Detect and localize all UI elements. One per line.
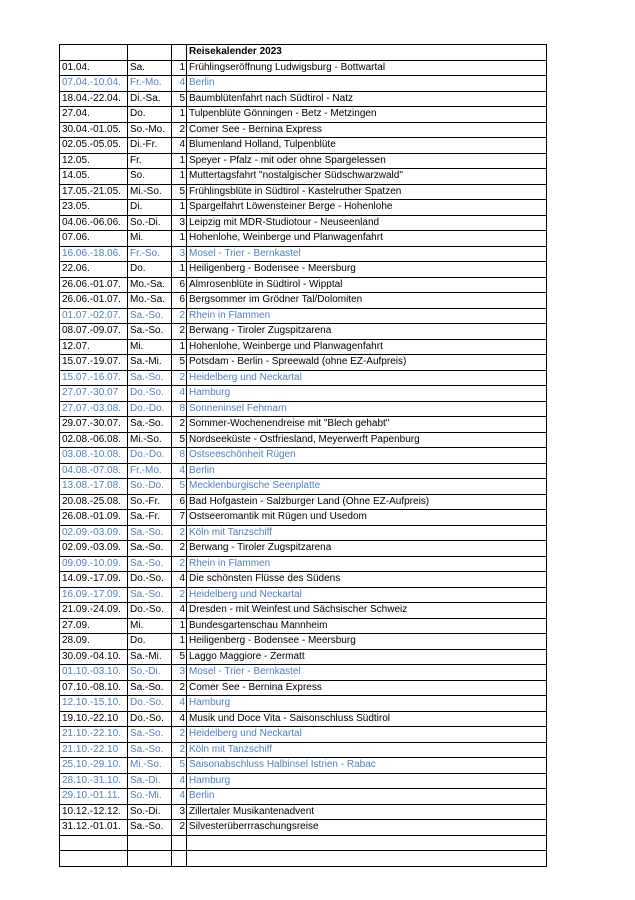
weekday-cell: Mi.: [128, 231, 172, 247]
travel-calendar-table: [59, 44, 547, 867]
table-row: [60, 541, 547, 557]
duration-cell: 2: [172, 122, 187, 138]
date-cell: 27.09.: [60, 618, 128, 634]
duration-cell: 5: [172, 758, 187, 774]
weekday-cell: So.-Di.: [128, 804, 172, 820]
trip-cell: Mosel - Trier - Bernkastel: [187, 246, 547, 262]
weekday-cell: Sa.-So.: [128, 308, 172, 324]
weekday-cell: Fr.: [128, 153, 172, 169]
date-cell: 07.06.: [60, 231, 128, 247]
trip-cell: Comer See - Bernina Express: [187, 680, 547, 696]
weekday-cell: Do.-So.: [128, 386, 172, 402]
date-cell: 25.10.-29.10.: [60, 758, 128, 774]
empty-cell: [187, 851, 547, 867]
weekday-cell: Sa.-So.: [128, 370, 172, 386]
weekday-cell: Mo.-Sa.: [128, 277, 172, 293]
trip-cell: Hohenlohe, Weinberge und Planwagenfahrt: [187, 339, 547, 355]
duration-cell: 4: [172, 76, 187, 92]
duration-cell: 4: [172, 696, 187, 712]
table-row: [60, 231, 547, 247]
duration-cell: 2: [172, 587, 187, 603]
table-row: [60, 649, 547, 665]
duration-cell: 2: [172, 324, 187, 340]
date-cell: 27.07.-03.08.: [60, 401, 128, 417]
weekday-cell: Sa.-Fr.: [128, 510, 172, 526]
trip-cell: Speyer - Pfalz - mit oder ohne Spargelessen: [187, 153, 547, 169]
table-row: [60, 107, 547, 123]
trip-cell: Die schönsten Flüsse des Südens: [187, 572, 547, 588]
weekday-cell: So.-Di.: [128, 665, 172, 681]
date-cell: 10.12.-12.12.: [60, 804, 128, 820]
trip-cell: Musik und Doce Vita - Saisonschluss Südtirol: [187, 711, 547, 727]
table-row: [60, 246, 547, 262]
duration-cell: 5: [172, 432, 187, 448]
trip-cell: Spargelfahrt Löwensteiner Berge - Hohenlohe: [187, 200, 547, 216]
table-row: [60, 727, 547, 743]
date-cell: 26.06.-01.07.: [60, 293, 128, 309]
duration-cell: 2: [172, 727, 187, 743]
table-row: [60, 262, 547, 278]
trip-cell: Bergsommer im Grödner Tal/Dolomiten: [187, 293, 547, 309]
table-row: [60, 773, 547, 789]
date-cell: 12.05.: [60, 153, 128, 169]
table-row: [60, 293, 547, 309]
date-cell: 02.09.-03.09.: [60, 525, 128, 541]
trip-cell: Baumblütenfahrt nach Südtirol - Natz: [187, 91, 547, 107]
table-row: [60, 184, 547, 200]
trip-cell: Hamburg: [187, 386, 547, 402]
duration-cell: 2: [172, 680, 187, 696]
weekday-cell: Do.-So.: [128, 696, 172, 712]
table-row: [60, 448, 547, 464]
trip-cell: Ostseeschönheit Rügen: [187, 448, 547, 464]
table-row: [60, 277, 547, 293]
date-cell: 04.08.-07.08.: [60, 463, 128, 479]
duration-cell: 2: [172, 525, 187, 541]
duration-cell: 4: [172, 138, 187, 154]
date-cell: 14.05.: [60, 169, 128, 185]
weekday-cell: Sa.-So.: [128, 417, 172, 433]
duration-cell: 4: [172, 773, 187, 789]
date-cell: 28.09.: [60, 634, 128, 650]
empty-cell: [60, 835, 128, 851]
table-row: [60, 169, 547, 185]
table-row: [60, 324, 547, 340]
trip-cell: Muttertagsfahrt "nostalgischer Südschwarzwald": [187, 169, 547, 185]
table-row: [60, 60, 547, 76]
date-cell: 12.07.: [60, 339, 128, 355]
weekday-cell: Do.-So.: [128, 711, 172, 727]
weekday-cell: Fr.-Mo.: [128, 463, 172, 479]
header-cell-date: [60, 45, 128, 61]
date-cell: 18.04.-22.04.: [60, 91, 128, 107]
date-cell: 26.08.-01.09.: [60, 510, 128, 526]
weekday-cell: Do.: [128, 107, 172, 123]
date-cell: 21.10.-22.10.: [60, 727, 128, 743]
date-cell: 29.10.-01.11.: [60, 789, 128, 805]
duration-cell: 3: [172, 804, 187, 820]
date-cell: 12.10.-15.10.: [60, 696, 128, 712]
date-cell: 03.08.-10.08.: [60, 448, 128, 464]
date-cell: 20.08.-25.08.: [60, 494, 128, 510]
date-cell: 14.09.-17.09.: [60, 572, 128, 588]
duration-cell: 5: [172, 479, 187, 495]
duration-cell: 6: [172, 293, 187, 309]
weekday-cell: Sa.-So.: [128, 324, 172, 340]
table-row: [60, 76, 547, 92]
trip-cell: Mecklenburgische Seenplatte: [187, 479, 547, 495]
trip-cell: Köln mit Tanzschiff: [187, 742, 547, 758]
table-row: [60, 804, 547, 820]
trip-cell: Berlin: [187, 76, 547, 92]
weekday-cell: Sa.-So.: [128, 742, 172, 758]
weekday-cell: So.-Di.: [128, 215, 172, 231]
table-body: [60, 45, 547, 867]
date-cell: 02.09.-03.09.: [60, 541, 128, 557]
table-row: [60, 479, 547, 495]
table-row: [60, 556, 547, 572]
weekday-cell: Mi.: [128, 618, 172, 634]
duration-cell: 3: [172, 215, 187, 231]
trip-cell: Ostseeromantik mit Rügen und Usedom: [187, 510, 547, 526]
header-row: [60, 45, 547, 61]
duration-cell: 1: [172, 153, 187, 169]
trip-cell: Berlin: [187, 463, 547, 479]
weekday-cell: So.-Fr.: [128, 494, 172, 510]
trip-cell: Rhein in Flammen: [187, 308, 547, 324]
trip-cell: Heiligenberg - Bodensee - Meersburg: [187, 634, 547, 650]
trip-cell: Sommer-Wochenendreise mit "Blech gehabt": [187, 417, 547, 433]
date-cell: 01.07.-02.07.: [60, 308, 128, 324]
duration-cell: 1: [172, 262, 187, 278]
duration-cell: 5: [172, 649, 187, 665]
duration-cell: 1: [172, 169, 187, 185]
duration-cell: 2: [172, 308, 187, 324]
trip-cell: Frühlingsblüte in Südtirol - Kastelruther Spatzen: [187, 184, 547, 200]
duration-cell: 4: [172, 603, 187, 619]
duration-cell: 5: [172, 91, 187, 107]
date-cell: 01.04.: [60, 60, 128, 76]
trip-cell: Frühlingseröffnung Ludwigsburg - Bottwartal: [187, 60, 547, 76]
trip-cell: Hamburg: [187, 696, 547, 712]
date-cell: 23.05.: [60, 200, 128, 216]
weekday-cell: Sa.-So.: [128, 587, 172, 603]
header-cell-day: [128, 45, 172, 61]
table-row: [60, 711, 547, 727]
duration-cell: 2: [172, 742, 187, 758]
weekday-cell: So.-Mo.: [128, 122, 172, 138]
calendar-title: Reisekalender 2023: [187, 45, 547, 61]
trip-cell: Laggo Maggiore - Zermatt: [187, 649, 547, 665]
date-cell: 16.09.-17.09.: [60, 587, 128, 603]
duration-cell: 4: [172, 711, 187, 727]
date-cell: 22.06.: [60, 262, 128, 278]
date-cell: 04.06.-06.06.: [60, 215, 128, 231]
weekday-cell: Fr.-So.: [128, 246, 172, 262]
trip-cell: Heiligenberg - Bodensee - Meersburg: [187, 262, 547, 278]
table-row: [60, 696, 547, 712]
trip-cell: Heidelberg und Neckartal: [187, 587, 547, 603]
date-cell: 21.09.-24.09.: [60, 603, 128, 619]
table-row: [60, 742, 547, 758]
trip-cell: Comer See - Bernina Express: [187, 122, 547, 138]
weekday-cell: Di.: [128, 200, 172, 216]
trip-cell: Köln mit Tanzschiff: [187, 525, 547, 541]
table-row: [60, 401, 547, 417]
duration-cell: 2: [172, 556, 187, 572]
weekday-cell: So.-Mi.: [128, 789, 172, 805]
duration-cell: 3: [172, 665, 187, 681]
weekday-cell: Mi.: [128, 339, 172, 355]
duration-cell: 1: [172, 618, 187, 634]
trip-cell: Zillertaler Musikantenadvent: [187, 804, 547, 820]
weekday-cell: Do.: [128, 634, 172, 650]
date-cell: 21.10.-22.10: [60, 742, 128, 758]
table-row: [60, 510, 547, 526]
duration-cell: 2: [172, 820, 187, 836]
trip-cell: Saisonabschluss Halbinsel Istrien - Rabac: [187, 758, 547, 774]
duration-cell: 3: [172, 246, 187, 262]
date-cell: 15.07.-16.07.: [60, 370, 128, 386]
empty-cell: [187, 835, 547, 851]
weekday-cell: Sa.-Di.: [128, 773, 172, 789]
table-row: [60, 339, 547, 355]
duration-cell: 6: [172, 277, 187, 293]
table-row: [60, 634, 547, 650]
table-row: [60, 432, 547, 448]
weekday-cell: Do.-So.: [128, 572, 172, 588]
date-cell: 19.10.-22.10: [60, 711, 128, 727]
table-row: [60, 494, 547, 510]
weekday-cell: Sa.-So.: [128, 727, 172, 743]
empty-cell: [172, 851, 187, 867]
date-cell: 08.07.-09.07.: [60, 324, 128, 340]
weekday-cell: Sa.-So.: [128, 541, 172, 557]
duration-cell: 1: [172, 60, 187, 76]
weekday-cell: Do.-So.: [128, 603, 172, 619]
duration-cell: 8: [172, 448, 187, 464]
date-cell: 01.10.-03.10.: [60, 665, 128, 681]
table-row: [60, 355, 547, 371]
trip-cell: Berwang - Tiroler Zugspitzarena: [187, 324, 547, 340]
date-cell: 07.04.-10.04.: [60, 76, 128, 92]
trip-cell: Berwang - Tiroler Zugspitzarena: [187, 541, 547, 557]
duration-cell: 1: [172, 339, 187, 355]
duration-cell: 8: [172, 401, 187, 417]
weekday-cell: Mo.-Sa.: [128, 293, 172, 309]
duration-cell: 6: [172, 494, 187, 510]
table-row: [60, 572, 547, 588]
table-row: [60, 665, 547, 681]
weekday-cell: Mi.-So.: [128, 758, 172, 774]
date-cell: 29.07.-30.07.: [60, 417, 128, 433]
table-row: [60, 618, 547, 634]
table-row: [60, 417, 547, 433]
duration-cell: 1: [172, 634, 187, 650]
empty-cell: [128, 835, 172, 851]
trip-cell: Heidelberg und Neckartal: [187, 727, 547, 743]
weekday-cell: Sa.-Mi.: [128, 649, 172, 665]
trip-cell: Hohenlohe, Weinberge und Planwagenfahrt: [187, 231, 547, 247]
header-cell-days: [172, 45, 187, 61]
duration-cell: 2: [172, 541, 187, 557]
date-cell: 30.09.-04.10.: [60, 649, 128, 665]
date-cell: 31.12.-01.01.: [60, 820, 128, 836]
table-row: [60, 308, 547, 324]
duration-cell: 2: [172, 417, 187, 433]
weekday-cell: Do.-Do.: [128, 448, 172, 464]
duration-cell: 4: [172, 386, 187, 402]
table-row: [60, 386, 547, 402]
duration-cell: 4: [172, 789, 187, 805]
trip-cell: Almrosenblüte in Südtirol - Wipptal: [187, 277, 547, 293]
duration-cell: 7: [172, 510, 187, 526]
table-row: [60, 138, 547, 154]
table-row: [60, 200, 547, 216]
date-cell: 27.04.: [60, 107, 128, 123]
duration-cell: 2: [172, 370, 187, 386]
weekday-cell: Di.-Sa.: [128, 91, 172, 107]
table-row: [60, 122, 547, 138]
weekday-cell: Sa.-Mi.: [128, 355, 172, 371]
trip-cell: Potsdam - Berlin - Spreewald (ohne EZ-Aufpreis): [187, 355, 547, 371]
table-row: [60, 525, 547, 541]
table-row: [60, 603, 547, 619]
table-row: [60, 587, 547, 603]
duration-cell: 4: [172, 572, 187, 588]
date-cell: 26.06.-01.07.: [60, 277, 128, 293]
table-row: [60, 758, 547, 774]
weekday-cell: So.-Do.: [128, 479, 172, 495]
date-cell: 02.05.-05.05.: [60, 138, 128, 154]
date-cell: 07.10.-08.10.: [60, 680, 128, 696]
weekday-cell: Fr.-Mo.: [128, 76, 172, 92]
table-row: [60, 370, 547, 386]
trip-cell: Blumenland Holland, Tulpenblüte: [187, 138, 547, 154]
weekday-cell: Sa.: [128, 60, 172, 76]
date-cell: 28.10.-31.10.: [60, 773, 128, 789]
weekday-cell: Mi.-So.: [128, 432, 172, 448]
trip-cell: Silvesterüberrraschungsreise: [187, 820, 547, 836]
weekday-cell: Sa.-So.: [128, 556, 172, 572]
table-row: [60, 215, 547, 231]
duration-cell: 1: [172, 107, 187, 123]
empty-cell: [128, 851, 172, 867]
date-cell: 15.07.-19.07.: [60, 355, 128, 371]
date-cell: 27.07.-30.07: [60, 386, 128, 402]
duration-cell: 5: [172, 184, 187, 200]
weekday-cell: Sa.-So.: [128, 820, 172, 836]
trip-cell: Bad Hofgastein - Salzburger Land (Ohne EZ-Aufpreis): [187, 494, 547, 510]
trip-cell: Mosel - Trier - Bernkastel: [187, 665, 547, 681]
date-cell: 13.08.-17.08.: [60, 479, 128, 495]
weekday-cell: So.: [128, 169, 172, 185]
table-row: [60, 820, 547, 836]
empty-row: [60, 851, 547, 867]
weekday-cell: Mi.-So.: [128, 184, 172, 200]
table-row: [60, 463, 547, 479]
trip-cell: Heidelberg und Neckartal: [187, 370, 547, 386]
date-cell: 16.06.-18.06.: [60, 246, 128, 262]
duration-cell: 1: [172, 200, 187, 216]
table-row: [60, 153, 547, 169]
empty-row: [60, 835, 547, 851]
empty-cell: [60, 851, 128, 867]
trip-cell: Tulpenblüte Gönningen - Betz - Metzingen: [187, 107, 547, 123]
weekday-cell: Sa.-So.: [128, 525, 172, 541]
trip-cell: Rhein in Flammen: [187, 556, 547, 572]
table-row: [60, 680, 547, 696]
weekday-cell: Di.-Fr.: [128, 138, 172, 154]
trip-cell: Sonneninsel Fehmarn: [187, 401, 547, 417]
trip-cell: Dresden - mit Weinfest und Sächsischer Schweiz: [187, 603, 547, 619]
weekday-cell: Do.-Do.: [128, 401, 172, 417]
date-cell: 02.08.-06.08.: [60, 432, 128, 448]
trip-cell: Bundesgartenschau Mannheim: [187, 618, 547, 634]
duration-cell: 4: [172, 463, 187, 479]
trip-cell: Berlin: [187, 789, 547, 805]
date-cell: 17.05.-21.05.: [60, 184, 128, 200]
weekday-cell: Sa.-So.: [128, 680, 172, 696]
weekday-cell: Do.: [128, 262, 172, 278]
table-row: [60, 789, 547, 805]
date-cell: 30.04.-01.05.: [60, 122, 128, 138]
trip-cell: Nordseeküste - Ostfriesland, Meyerwerft Papenburg: [187, 432, 547, 448]
date-cell: 09.09.-10.09.: [60, 556, 128, 572]
duration-cell: 1: [172, 231, 187, 247]
trip-cell: Leipzig mit MDR-Studiotour - Neuseenland: [187, 215, 547, 231]
duration-cell: 5: [172, 355, 187, 371]
trip-cell: Hamburg: [187, 773, 547, 789]
empty-cell: [172, 835, 187, 851]
table-row: [60, 91, 547, 107]
